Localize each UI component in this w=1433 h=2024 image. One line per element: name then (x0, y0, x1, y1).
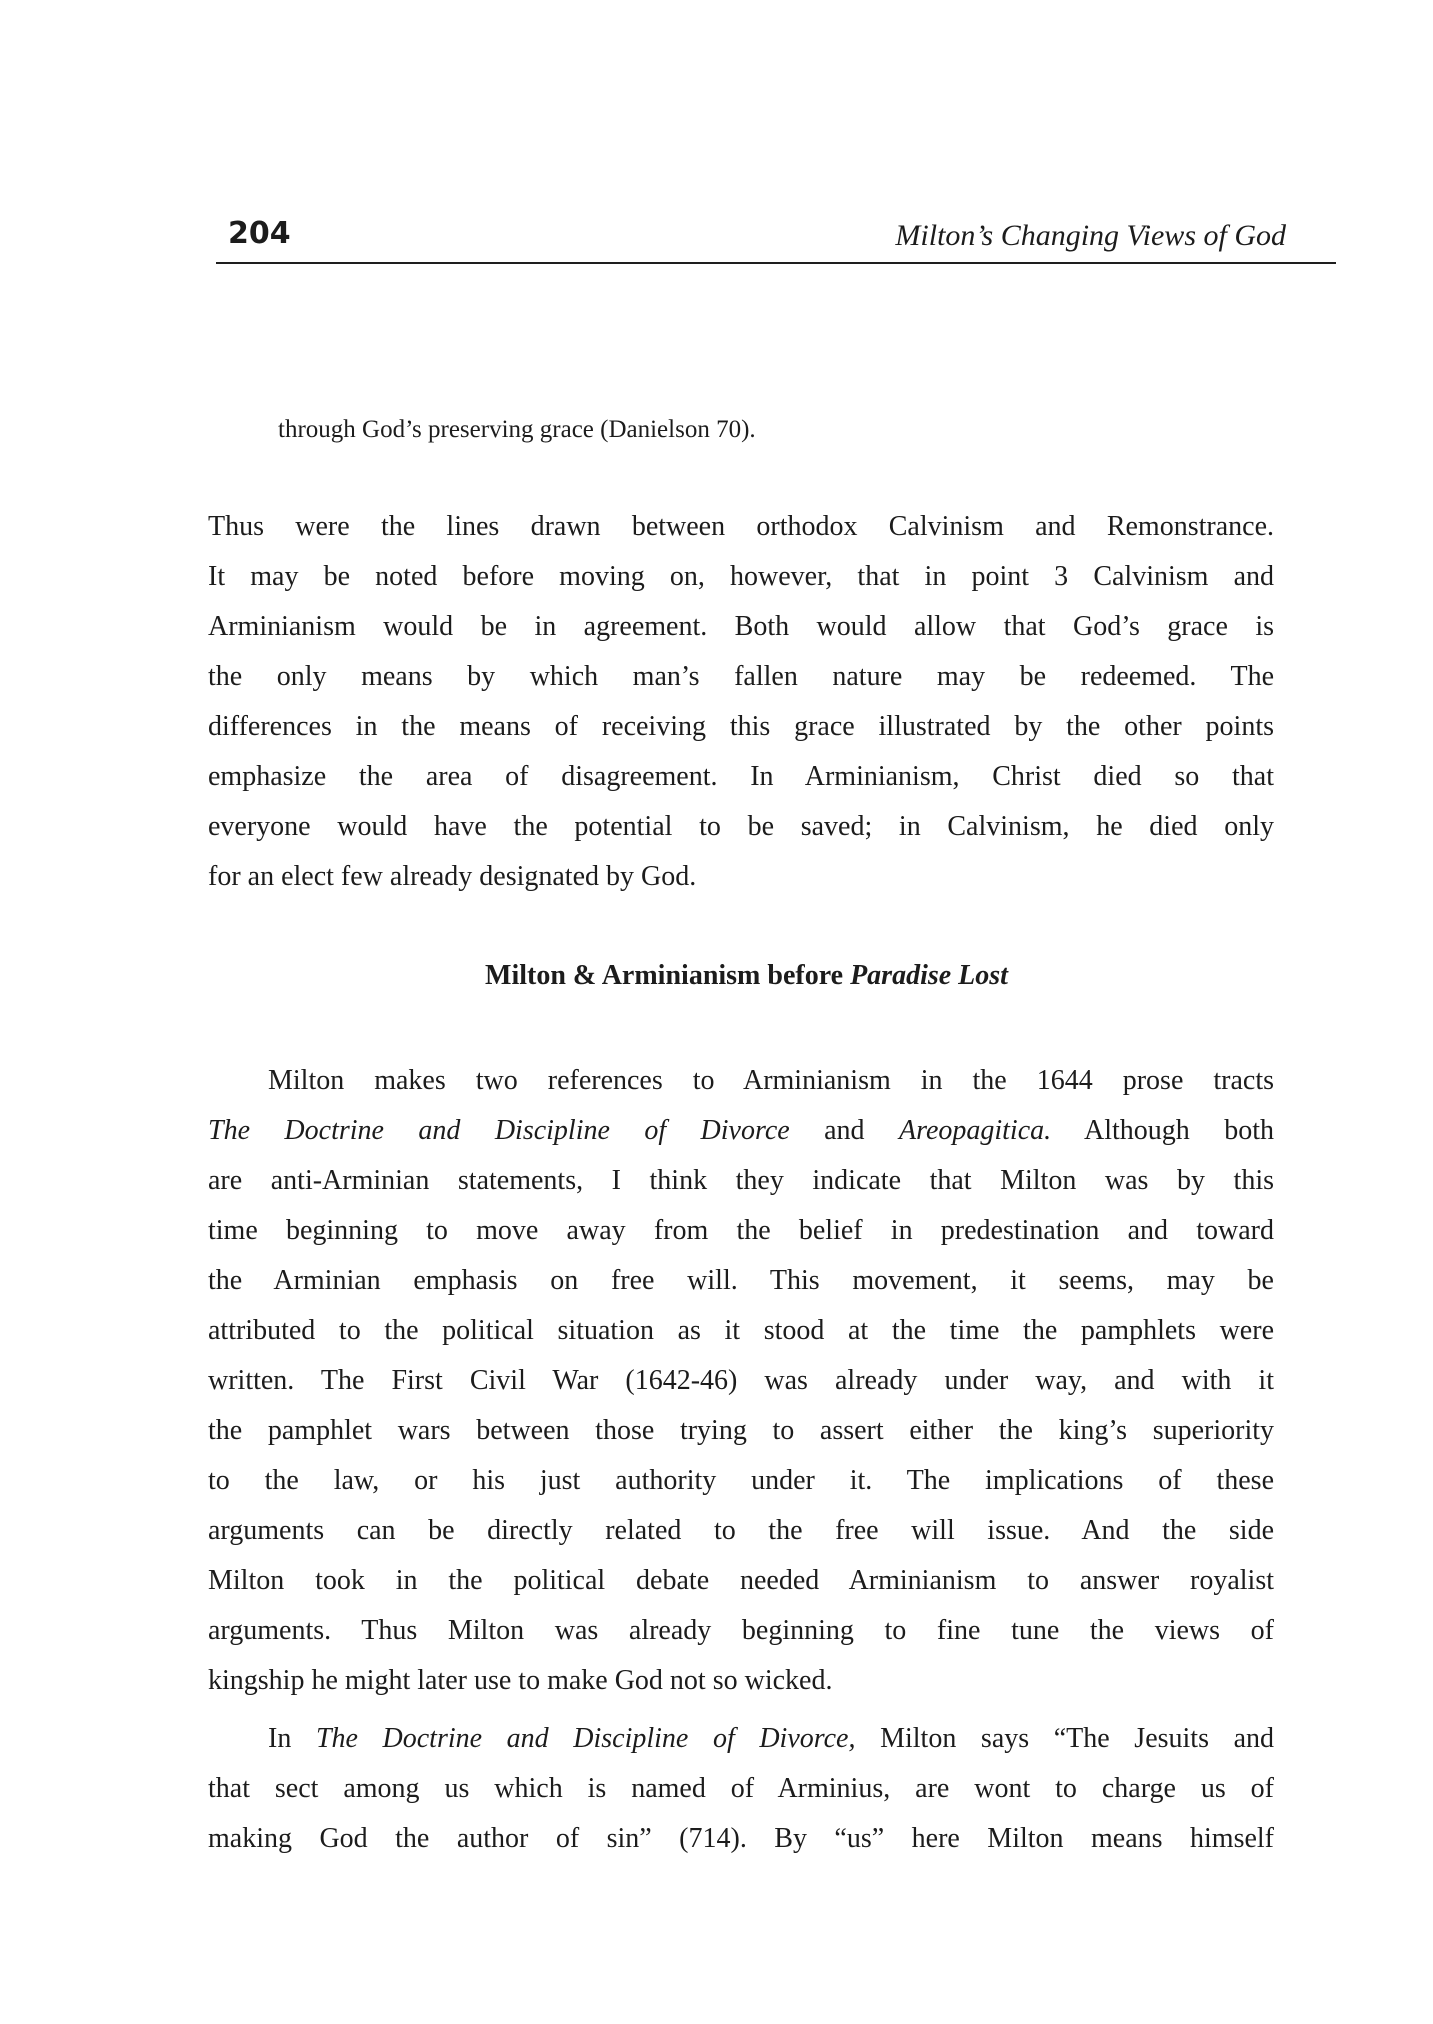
paragraph-line: the only means by which man’s fallen nature may be redeemed. The (208, 661, 1274, 692)
paragraph-line: time beginning to move away from the belief in predestination and toward (208, 1215, 1274, 1246)
paragraph-line: Milton took in the political debate needed Arminianism to answer royalist (208, 1565, 1274, 1596)
paragraph-line: that sect among us which is named of Arminius, are wont to charge us of (208, 1773, 1274, 1804)
paragraph-line: for an elect few already designated by God. (208, 861, 697, 892)
section-heading-text: Milton & Arminianism before (485, 960, 851, 991)
paragraph-line: attributed to the political situation as it stood at the time the pamphlets were (208, 1315, 1274, 1346)
paragraph-line: the Arminian emphasis on free will. This movement, it seems, may be (208, 1265, 1274, 1296)
paragraph-line (208, 1106, 1274, 1156)
paragraph-line: Arminianism would be in agreement. Both would allow that God’s grace is (208, 611, 1274, 642)
paragraph-line: are anti-Arminian statements, I think they indicate that Milton was by this (208, 1165, 1274, 1196)
title-doctrine-divorce: The Doctrine and Discipline of Divorce (208, 1115, 790, 1146)
line-end-text: Although both (1051, 1115, 1275, 1146)
paragraph-line: kingship he might later use to make God not so wicked. (208, 1665, 833, 1696)
paragraph-line: making God the author of sin” (714). By “us” here Milton means himself (208, 1823, 1274, 1854)
paragraph-line: to the law, or his just authority under it. The implications of these (208, 1465, 1274, 1496)
line-end-text: Milton says “The Jesuits and (855, 1723, 1274, 1754)
title-doctrine-divorce: The Doctrine and Discipline of Divorce, (315, 1723, 856, 1754)
line-start-text: In (268, 1723, 316, 1754)
block-quote-end: through God’s preserving grace (Danielson 70). (278, 416, 756, 443)
running-header (216, 214, 1336, 264)
paragraph-line: everyone would have the potential to be saved; in Calvinism, he died only (208, 811, 1274, 842)
paragraph-line: emphasize the area of disagreement. In Arminianism, Christ died so that (208, 761, 1274, 792)
paragraph-jesuits-quote (208, 1714, 1274, 1864)
paragraph-line: differences in the means of receiving this grace illustrated by the other points (208, 711, 1274, 742)
paragraph-line: the pamphlet wars between those trying to assert either the king’s superiority (208, 1415, 1274, 1446)
paragraph-line: Thus were the lines drawn between orthodox Calvinism and Remonstrance. (208, 511, 1274, 542)
paragraph-line: Milton makes two references to Arminianism in the 1644 prose tracts (268, 1065, 1274, 1096)
paragraph-line: written. The First Civil War (1642-46) was already under way, and with it (208, 1365, 1274, 1396)
section-heading-italic: Paradise Lost (850, 960, 1008, 991)
paragraph-calvinism-remonstrance (208, 502, 1274, 902)
paragraph-line (208, 1714, 1274, 1764)
section-heading (0, 956, 1433, 996)
running-title: Milton’s Changing Views of God (895, 219, 1286, 252)
paragraph-line: arguments. Thus Milton was already beginning to fine tune the views of (208, 1615, 1274, 1646)
paragraph-line: arguments can be directly related to the free will issue. And the side (208, 1515, 1274, 1546)
paragraph-line: It may be noted before moving on, however, that in point 3 Calvinism and (208, 561, 1274, 592)
connector-text: and (789, 1115, 899, 1146)
paragraph-milton-prose-tracts (208, 1056, 1274, 1706)
page-number: 204 (228, 216, 291, 251)
title-areopagitica: Areopagitica. (898, 1115, 1052, 1146)
